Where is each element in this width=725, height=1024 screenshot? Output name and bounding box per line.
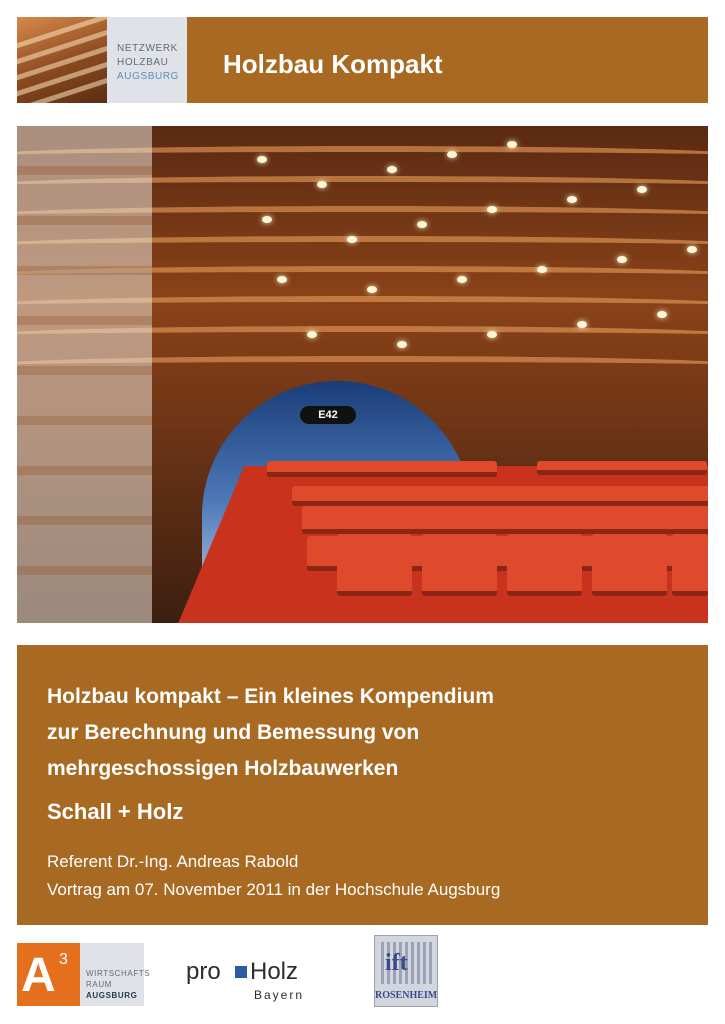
proholz-square-icon <box>235 966 247 978</box>
terminal-photo <box>17 126 708 623</box>
logo-line-3: AUGSBURG <box>117 71 180 82</box>
speaker-line: Referent Dr.-Ing. Andreas Rabold <box>47 852 299 871</box>
page-title: Holzbau Kompakt <box>223 49 443 79</box>
lecture-title <box>47 679 494 787</box>
netzwerk-holzbau-logo <box>107 17 187 103</box>
header-photo <box>17 17 107 103</box>
a3-line-1: WIRTSCHAFTS <box>86 969 151 978</box>
proholz-pro: pro <box>186 958 221 985</box>
logo-line-1: NETZWERK <box>117 43 178 54</box>
proholz-holz: Holz <box>250 958 299 985</box>
gate-sign: E42 <box>300 406 356 424</box>
a3-superscript: 3 <box>59 951 68 968</box>
lecture-title-line-2: zur Berechnung und Bemessung von <box>47 721 420 744</box>
lecture-info-box <box>17 645 708 925</box>
photo-overlay <box>17 126 152 623</box>
a3-logo <box>17 943 80 1006</box>
a3-logo-text <box>80 943 151 1006</box>
ift-rosenheim-logo <box>374 935 438 1007</box>
logo-line-2: HOLZBAU <box>117 57 169 68</box>
lecture-title-line-3: mehrgeschossigen Holzbauwerken <box>47 757 399 780</box>
a3-line-3: AUGSBURG <box>86 991 138 1000</box>
lecture-title-line-1: Holzbau kompakt – Ein kleines Kompendium <box>47 685 494 708</box>
a3-line-2: RAUM <box>86 980 112 989</box>
lecture-details <box>47 848 500 904</box>
proholz-region: Bayern <box>254 988 305 1002</box>
talk-date-line: Vortrag am 07. November 2011 in der Hochschule Augsburg <box>47 880 501 899</box>
a3-letter: A <box>21 949 56 1002</box>
ift-city: ROSENHEIM <box>375 990 438 1001</box>
lecture-topic: Schall + Holz <box>47 799 184 824</box>
proholz-bayern-logo <box>186 958 316 1002</box>
header-bar <box>187 17 708 103</box>
ift-word: ift <box>385 950 408 976</box>
